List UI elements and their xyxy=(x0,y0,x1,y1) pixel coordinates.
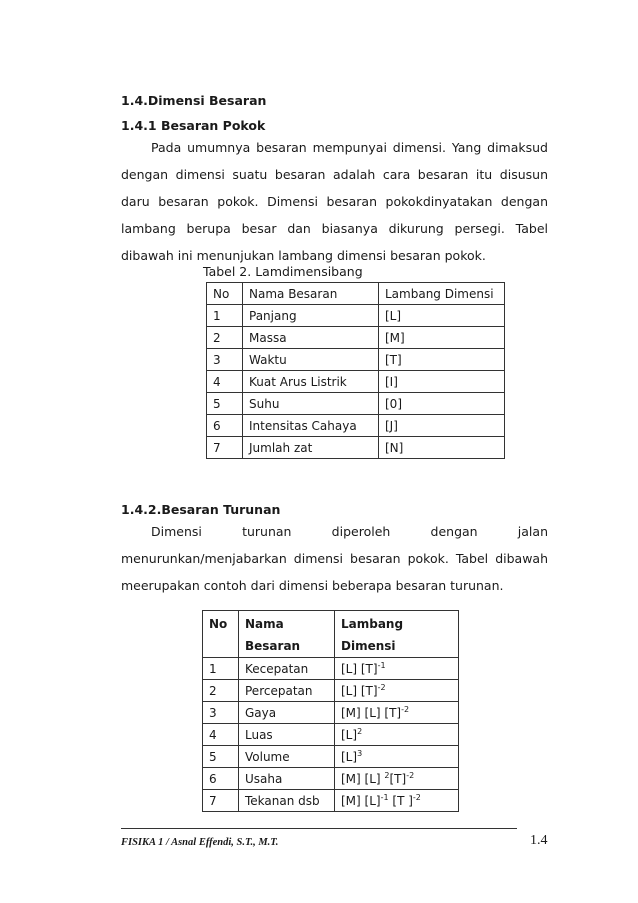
cell-no: 7 xyxy=(203,790,239,812)
table-header-row xyxy=(203,611,459,658)
cell-lambang-dimensi: [I] xyxy=(379,371,505,393)
subsection-title-besaran-turunan: 1.4.2.Besaran Turunan xyxy=(121,502,281,517)
cell-lambang-dimensi xyxy=(335,790,459,812)
dimension-text: [L] xyxy=(341,727,358,742)
column-header-lambang-dimensi xyxy=(335,611,459,658)
dimension-text: [M] [L] [T] xyxy=(341,705,402,720)
cell-lambang-dimensi: [N] xyxy=(379,437,505,459)
column-header-no: No xyxy=(207,283,243,305)
paragraph-besaran-pokok-text: Pada umumnya besaran mempunyai dimensi. Yang dimaksud dengan dimensi suatu besaran adalah cara besaran itu disusun daru besaran pokok. Dimensi besaran pokokdinyatakan dengan lambang berupa besar dan biasanya dikurung persegi. Tabel dibawah ini menunjukan lambang dimensi besaran pokok. xyxy=(121,140,548,263)
cell-nama-besaran: Volume xyxy=(239,746,335,768)
table-row xyxy=(207,327,505,349)
cell-nama-besaran: Panjang xyxy=(243,305,379,327)
table-row xyxy=(207,305,505,327)
column-header-lambang-dimensi: Lambang Dimensi xyxy=(379,283,505,305)
cell-nama-besaran: Kuat Arus Listrik xyxy=(243,371,379,393)
dimension-exponent: -2 xyxy=(377,682,386,692)
paragraph-besaran-turunan xyxy=(121,518,548,599)
column-header-no: No xyxy=(203,611,239,658)
table-body xyxy=(203,658,459,812)
page-number: 1.4 xyxy=(530,833,548,848)
cell-no: 6 xyxy=(207,415,243,437)
table-row xyxy=(207,371,505,393)
cell-nama-besaran: Jumlah zat xyxy=(243,437,379,459)
table-row xyxy=(207,393,505,415)
table-row xyxy=(207,415,505,437)
cell-nama-besaran: Luas xyxy=(239,724,335,746)
dimension-text: [T] xyxy=(389,771,407,786)
cell-no: 2 xyxy=(207,327,243,349)
table-row xyxy=(203,724,459,746)
table-row xyxy=(207,437,505,459)
cell-lambang-dimensi: [M] xyxy=(379,327,505,349)
cell-nama-besaran: Suhu xyxy=(243,393,379,415)
cell-lambang-dimensi: [0] xyxy=(379,393,505,415)
table-besaran-pokok xyxy=(206,282,505,459)
cell-nama-besaran: Gaya xyxy=(239,702,335,724)
cell-no: 6 xyxy=(203,768,239,790)
table-besaran-turunan xyxy=(202,610,459,812)
subsection-title-besaran-pokok: 1.4.1 Besaran Pokok xyxy=(121,118,266,133)
dimension-exponent: 3 xyxy=(357,748,363,758)
dimension-exponent: 2 xyxy=(357,726,363,736)
cell-lambang-dimensi xyxy=(335,680,459,702)
cell-no: 2 xyxy=(203,680,239,702)
dimension-text: [T ] xyxy=(388,793,413,808)
footer-divider xyxy=(121,828,517,829)
cell-no: 1 xyxy=(207,305,243,327)
dimension-exponent: -1 xyxy=(380,792,389,802)
cell-no: 5 xyxy=(207,393,243,415)
cell-lambang-dimensi xyxy=(335,768,459,790)
cell-no: 1 xyxy=(203,658,239,680)
table-row xyxy=(203,790,459,812)
cell-nama-besaran: Percepatan xyxy=(239,680,335,702)
table-header-row xyxy=(207,283,505,305)
cell-lambang-dimensi: [J] xyxy=(379,415,505,437)
table-row xyxy=(203,680,459,702)
cell-lambang-dimensi: [L] xyxy=(379,305,505,327)
paragraph-besaran-turunan-text: Dimensi turunan diperoleh dengan jalan menurunkan/menjabarkan dimensi besaran pokok. Tabel dibawah meerupakan contoh dari dimensi beberapa besaran turunan. xyxy=(121,524,548,593)
cell-no: 7 xyxy=(207,437,243,459)
dimension-exponent: -2 xyxy=(412,792,421,802)
dimension-text: [L] xyxy=(341,749,358,764)
table-row xyxy=(203,658,459,680)
footer-author: FISIKA 1 / Asnal Effendi, S.T., M.T. xyxy=(121,837,279,848)
dimension-exponent: 2 xyxy=(384,770,390,780)
table-row xyxy=(203,702,459,724)
dimension-text: [M] [L] xyxy=(341,771,385,786)
header-line: Dimensi xyxy=(341,639,396,653)
cell-no: 3 xyxy=(207,349,243,371)
section-title: 1.4.Dimensi Besaran xyxy=(121,93,267,108)
dimension-text: [L] [T] xyxy=(341,661,378,676)
dimension-text: [L] [T] xyxy=(341,683,378,698)
cell-lambang-dimensi: [T] xyxy=(379,349,505,371)
table-row xyxy=(203,746,459,768)
cell-lambang-dimensi xyxy=(335,724,459,746)
column-header-nama-besaran: Nama Besaran xyxy=(243,283,379,305)
dimension-exponent: -2 xyxy=(406,770,415,780)
cell-nama-besaran: Usaha xyxy=(239,768,335,790)
cell-no: 4 xyxy=(203,724,239,746)
cell-no: 3 xyxy=(203,702,239,724)
cell-lambang-dimensi xyxy=(335,702,459,724)
table1-caption: Tabel 2. Lamdimensibang xyxy=(203,264,363,279)
cell-no: 5 xyxy=(203,746,239,768)
cell-nama-besaran: Massa xyxy=(243,327,379,349)
cell-nama-besaran: Intensitas Cahaya xyxy=(243,415,379,437)
header-line: Nama xyxy=(245,617,284,631)
column-header-nama-besaran xyxy=(239,611,335,658)
cell-lambang-dimensi xyxy=(335,746,459,768)
dimension-text: [M] [L] xyxy=(341,793,381,808)
table-row xyxy=(207,349,505,371)
cell-nama-besaran: Kecepatan xyxy=(239,658,335,680)
header-line: Besaran xyxy=(245,639,301,653)
table-body xyxy=(207,305,505,459)
dimension-exponent: -1 xyxy=(377,660,386,670)
dimension-exponent: -2 xyxy=(401,704,410,714)
cell-no: 4 xyxy=(207,371,243,393)
table-row xyxy=(203,768,459,790)
paragraph-besaran-pokok xyxy=(121,134,548,269)
header-line: Lambang xyxy=(341,617,404,631)
cell-nama-besaran: Waktu xyxy=(243,349,379,371)
cell-lambang-dimensi xyxy=(335,658,459,680)
cell-nama-besaran: Tekanan dsb xyxy=(239,790,335,812)
